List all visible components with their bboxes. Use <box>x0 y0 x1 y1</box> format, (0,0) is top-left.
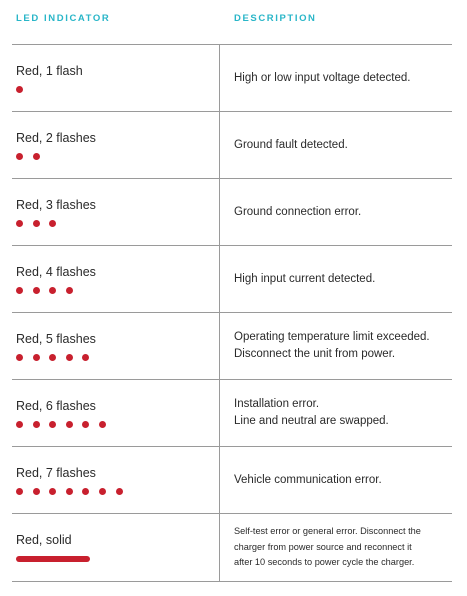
description-line: Line and neutral are swapped. <box>234 415 389 427</box>
table-row <box>12 380 452 447</box>
led-label: Red, 4 flashes <box>16 265 96 279</box>
description-cell <box>234 112 448 178</box>
red-led-dot <box>66 287 73 294</box>
red-led-dot <box>49 421 56 428</box>
column-divider <box>219 313 220 379</box>
red-led-dot <box>66 488 73 495</box>
red-led-dot <box>49 287 56 294</box>
red-led-dot <box>33 488 40 495</box>
flash-dots <box>16 86 33 94</box>
description-heading: DESCRIPTION <box>234 13 317 24</box>
table-header <box>0 0 467 44</box>
flash-dots <box>16 354 99 362</box>
red-led-dot <box>16 421 23 428</box>
red-led-dot <box>82 488 89 495</box>
table-row <box>12 313 452 380</box>
red-led-dot <box>16 287 23 294</box>
table-row <box>12 45 452 112</box>
flash-dots <box>16 488 132 496</box>
red-led-dot <box>49 354 56 361</box>
flash-dots <box>16 421 116 429</box>
led-label: Red, 5 flashes <box>16 332 96 346</box>
led-label: Red, 6 flashes <box>16 399 96 413</box>
column-divider <box>219 45 220 111</box>
led-label: Red, 7 flashes <box>16 466 96 480</box>
column-divider <box>219 380 220 446</box>
column-divider <box>219 112 220 178</box>
red-led-dot <box>49 488 56 495</box>
red-led-dot <box>33 421 40 428</box>
red-led-dot <box>33 287 40 294</box>
led-label: Red, 3 flashes <box>16 198 96 212</box>
description-line: Operating temperature limit exceeded. <box>234 331 430 343</box>
red-led-dot <box>82 354 89 361</box>
led-indicator-table <box>12 44 452 582</box>
column-divider <box>219 246 220 312</box>
led-label: Red, solid <box>16 533 72 547</box>
red-led-dot <box>16 354 23 361</box>
table-row <box>12 447 452 514</box>
red-led-dot <box>99 421 106 428</box>
red-led-dot <box>16 220 23 227</box>
red-led-dot <box>99 488 106 495</box>
description-cell <box>234 246 448 312</box>
red-led-dot <box>16 86 23 93</box>
description-line: Ground fault detected. <box>234 138 348 151</box>
red-led-dot <box>116 488 123 495</box>
red-led-dot <box>33 220 40 227</box>
description-cell <box>234 380 448 446</box>
description-line: Disconnect the unit from power. <box>234 348 396 360</box>
description-line: charger from power source and reconnect it <box>234 541 412 552</box>
table-row <box>12 246 452 313</box>
description-line: High input current detected. <box>234 272 376 285</box>
flash-dots <box>16 153 49 161</box>
table-row <box>12 112 452 179</box>
description-cell <box>234 45 448 111</box>
led-label: Red, 2 flashes <box>16 131 96 145</box>
column-divider <box>219 514 220 581</box>
description-line: High or low input voltage detected. <box>234 71 411 84</box>
red-led-dot <box>16 153 23 160</box>
red-led-dot <box>33 153 40 160</box>
red-led-dot <box>66 354 73 361</box>
description-cell <box>234 514 448 581</box>
red-led-dot <box>33 354 40 361</box>
table-row <box>12 514 452 582</box>
description-line: after 10 seconds to power cycle the charger. <box>234 557 415 568</box>
led-indicator-heading: LED INDICATOR <box>16 13 111 24</box>
description-cell <box>234 447 448 513</box>
description-line: Self-test error or general error. Disconnect the <box>234 526 421 537</box>
led-label: Red, 1 flash <box>16 64 83 78</box>
description-line: Vehicle communication error. <box>234 473 382 486</box>
description-cell <box>234 179 448 245</box>
description-line: Installation error. <box>234 398 320 410</box>
flash-dots <box>16 220 66 228</box>
description-cell <box>234 313 448 379</box>
flash-dots <box>16 287 82 295</box>
table-row <box>12 179 452 246</box>
red-led-dot <box>16 488 23 495</box>
column-divider <box>219 179 220 245</box>
description-line: Ground connection error. <box>234 205 362 218</box>
red-led-dot <box>82 421 89 428</box>
solid-led-bar <box>16 556 90 562</box>
red-led-dot <box>49 220 56 227</box>
column-divider <box>219 447 220 513</box>
red-led-dot <box>66 421 73 428</box>
